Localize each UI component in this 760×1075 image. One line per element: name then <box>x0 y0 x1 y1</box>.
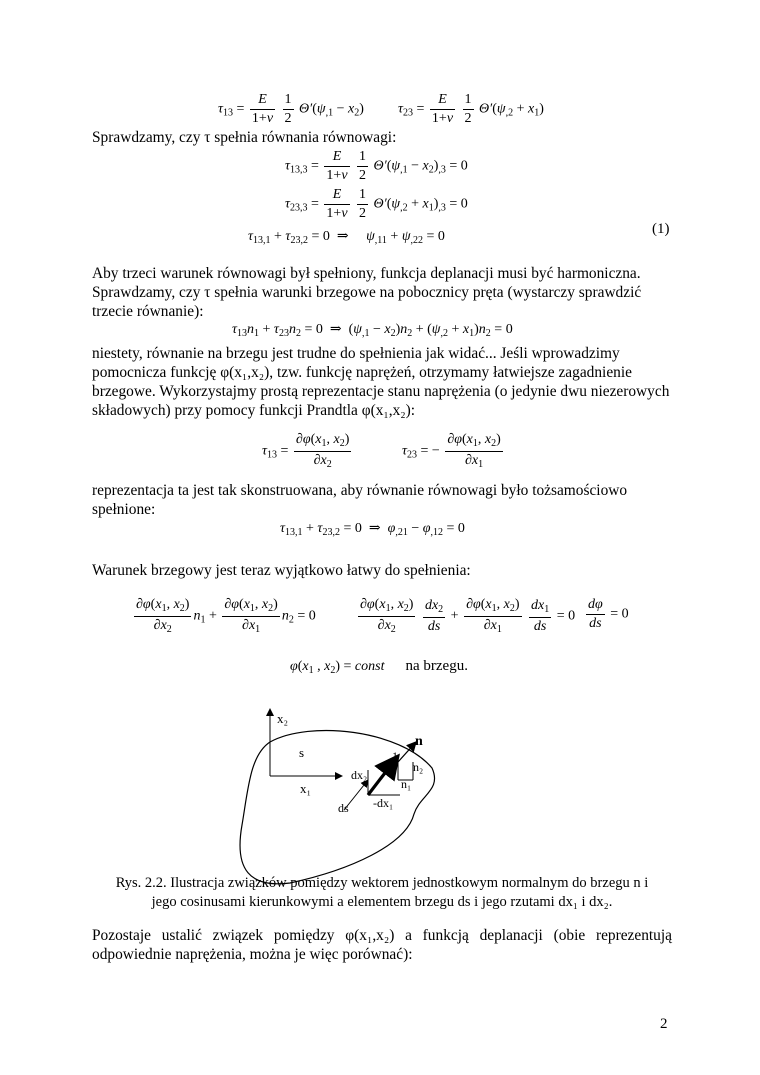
boundary-normal-figure <box>220 700 480 890</box>
equation-prandtl-tau23: $\tau_{23}$ = − $\frac{\partial\varphi(x_1, x_2)}{\partial x_1}$ <box>402 432 501 470</box>
dx1-label: -dx₁ <box>373 796 394 810</box>
equation-number: (1) <box>652 221 670 237</box>
equation-boundary: $\tau_{13}n_1 + \tau_{23}n_2 = 0$ ⇒ $(\psi_{,1} - x_2)n_2 + (\psi_{,2} + x_1)n_2 = 0$ <box>232 322 513 339</box>
equation-prandtl-tau13: $\tau_{13}$ = $\frac{\partial\varphi(x_1, x_2)}{\partial x_2}$ <box>262 432 350 470</box>
x1-axis-label: x₁ <box>300 781 312 796</box>
equation-tau23-def: $\tau_{23}$ = $\frac{E}{1+\nu}$ $\frac{1}{2}$ $\Theta'(\psi_{,2} + x_1)$ <box>398 92 544 126</box>
equation-tau13-3: $\tau_{13,3}$ = $\frac{E}{1+\nu}$ $\frac{1}{2}$ $\Theta'(\psi_{,1} - x_2)_{,3} = 0$ <box>285 149 468 183</box>
equation-equilibrium: $\tau_{13,1} + \tau_{23,2} = 0$ ⇒ $\psi_{,11} + \psi_{,22} = 0$ <box>248 229 445 246</box>
figure-caption <box>92 874 672 912</box>
x2-axis-label: x₂ <box>277 711 289 726</box>
equation-bc-tangent: $\frac{\partial\varphi(x_1, x_2)}{\partial x_2}$ $\frac{dx_2}{ds}$ + $\frac{\partial\varphi(x_1, x_2)}{\partial x_1}$ $\frac{dx_1}{ds}$ = 0 <box>360 597 576 635</box>
equation-tau23-3: $\tau_{23,3}$ = $\frac{E}{1+\nu}$ $\frac{1}{2}$ $\Theta'(\psi_{,2} + x_1)_{,3} = 0$ <box>285 187 468 221</box>
equation-bc-normal: $\frac{\partial\varphi(x_1, x_2)}{\partial x_2}$ $n_1$ + $\frac{\partial\varphi(x_1, x_2)}{\partial x_1}$ $n_2 = 0$ <box>136 597 316 635</box>
n2-label: n₂ <box>413 760 424 774</box>
paragraph-prandtl: niestety, równanie na brzegu jest trudne do spełnienia jak widać... Jeśli wprowadzimy pomocnicza funkcję φ(x₁,x₂), tzw. funkcję naprężeń, otrzymamy łatwiejsze zagadnienie brzegowe. Wykorzystajmy prostą reprezentacje stanu naprężenia (o jedynie dwu niezerowych składowych) przy pomocy funkcji Prandtla φ(x₁,x₂): <box>92 345 670 419</box>
n1-label: n₁ <box>401 777 412 791</box>
equation-bc-const: $\varphi(x_1$ , $x_2$) = const na brzegu. <box>290 658 468 676</box>
n-label: n <box>415 734 423 749</box>
equation-identity: $\tau_{13,1} + \tau_{23,2} = 0$ ⇒ $\varphi_{,21} - \varphi_{,12} = 0$ <box>280 521 465 538</box>
caption-line-1: Rys. 2.2. Ilustracja związków pomiędzy wektorem jednostkowym normalnym do brzegu n i <box>115 875 649 891</box>
equation-bc-total: $\frac{d\varphi}{ds}$ = 0 <box>588 597 629 631</box>
paragraph-boundary-easy: Warunek brzegowy jest teraz wyjątkowo łatwy do spełnienia: <box>92 562 471 579</box>
paragraph-compare: Pozostaje ustalić związek pomiędzy φ(x₁,x₂) a funkcją deplanacji (obie reprezentują odpowiednie naprężenia, można je więc porównać): <box>92 927 672 963</box>
ds-label: ds <box>338 801 349 815</box>
one-label: 1 <box>392 749 398 763</box>
dx2-label: dx₂ <box>351 768 368 782</box>
paragraph-identity: reprezentacja ta jest tak skonstruowana, aby równanie równowagi było tożsamościowo spełnione: <box>92 482 628 518</box>
paragraph-harmonic: Aby trzeci warunek równowagi był spełniony, funkcja deplanacji musi być harmoniczna. <box>92 265 641 282</box>
equation-tau13-def: $\tau_{13}$ = $\frac{E}{1+\nu}$ $\frac{1}{2}$ $\Theta'(\psi_{,1} - x_2)$ <box>218 92 364 126</box>
paragraph-check-equilibrium: Sprawdzamy, czy τ spełnia równania równowagi: <box>92 129 397 146</box>
page-number: 2 <box>660 1016 668 1032</box>
s-label: s <box>299 745 305 760</box>
paragraph-check-boundary: Sprawdzamy, czy τ spełnia warunki brzegowe na pobocznicy pręta (wystarczy sprawdzić trzecie równanie): <box>92 284 642 320</box>
caption-line-2: jego cosinusami kierunkowymi a elementem brzegu ds i jego rzutami dx₁ i dx₂. <box>151 894 613 910</box>
